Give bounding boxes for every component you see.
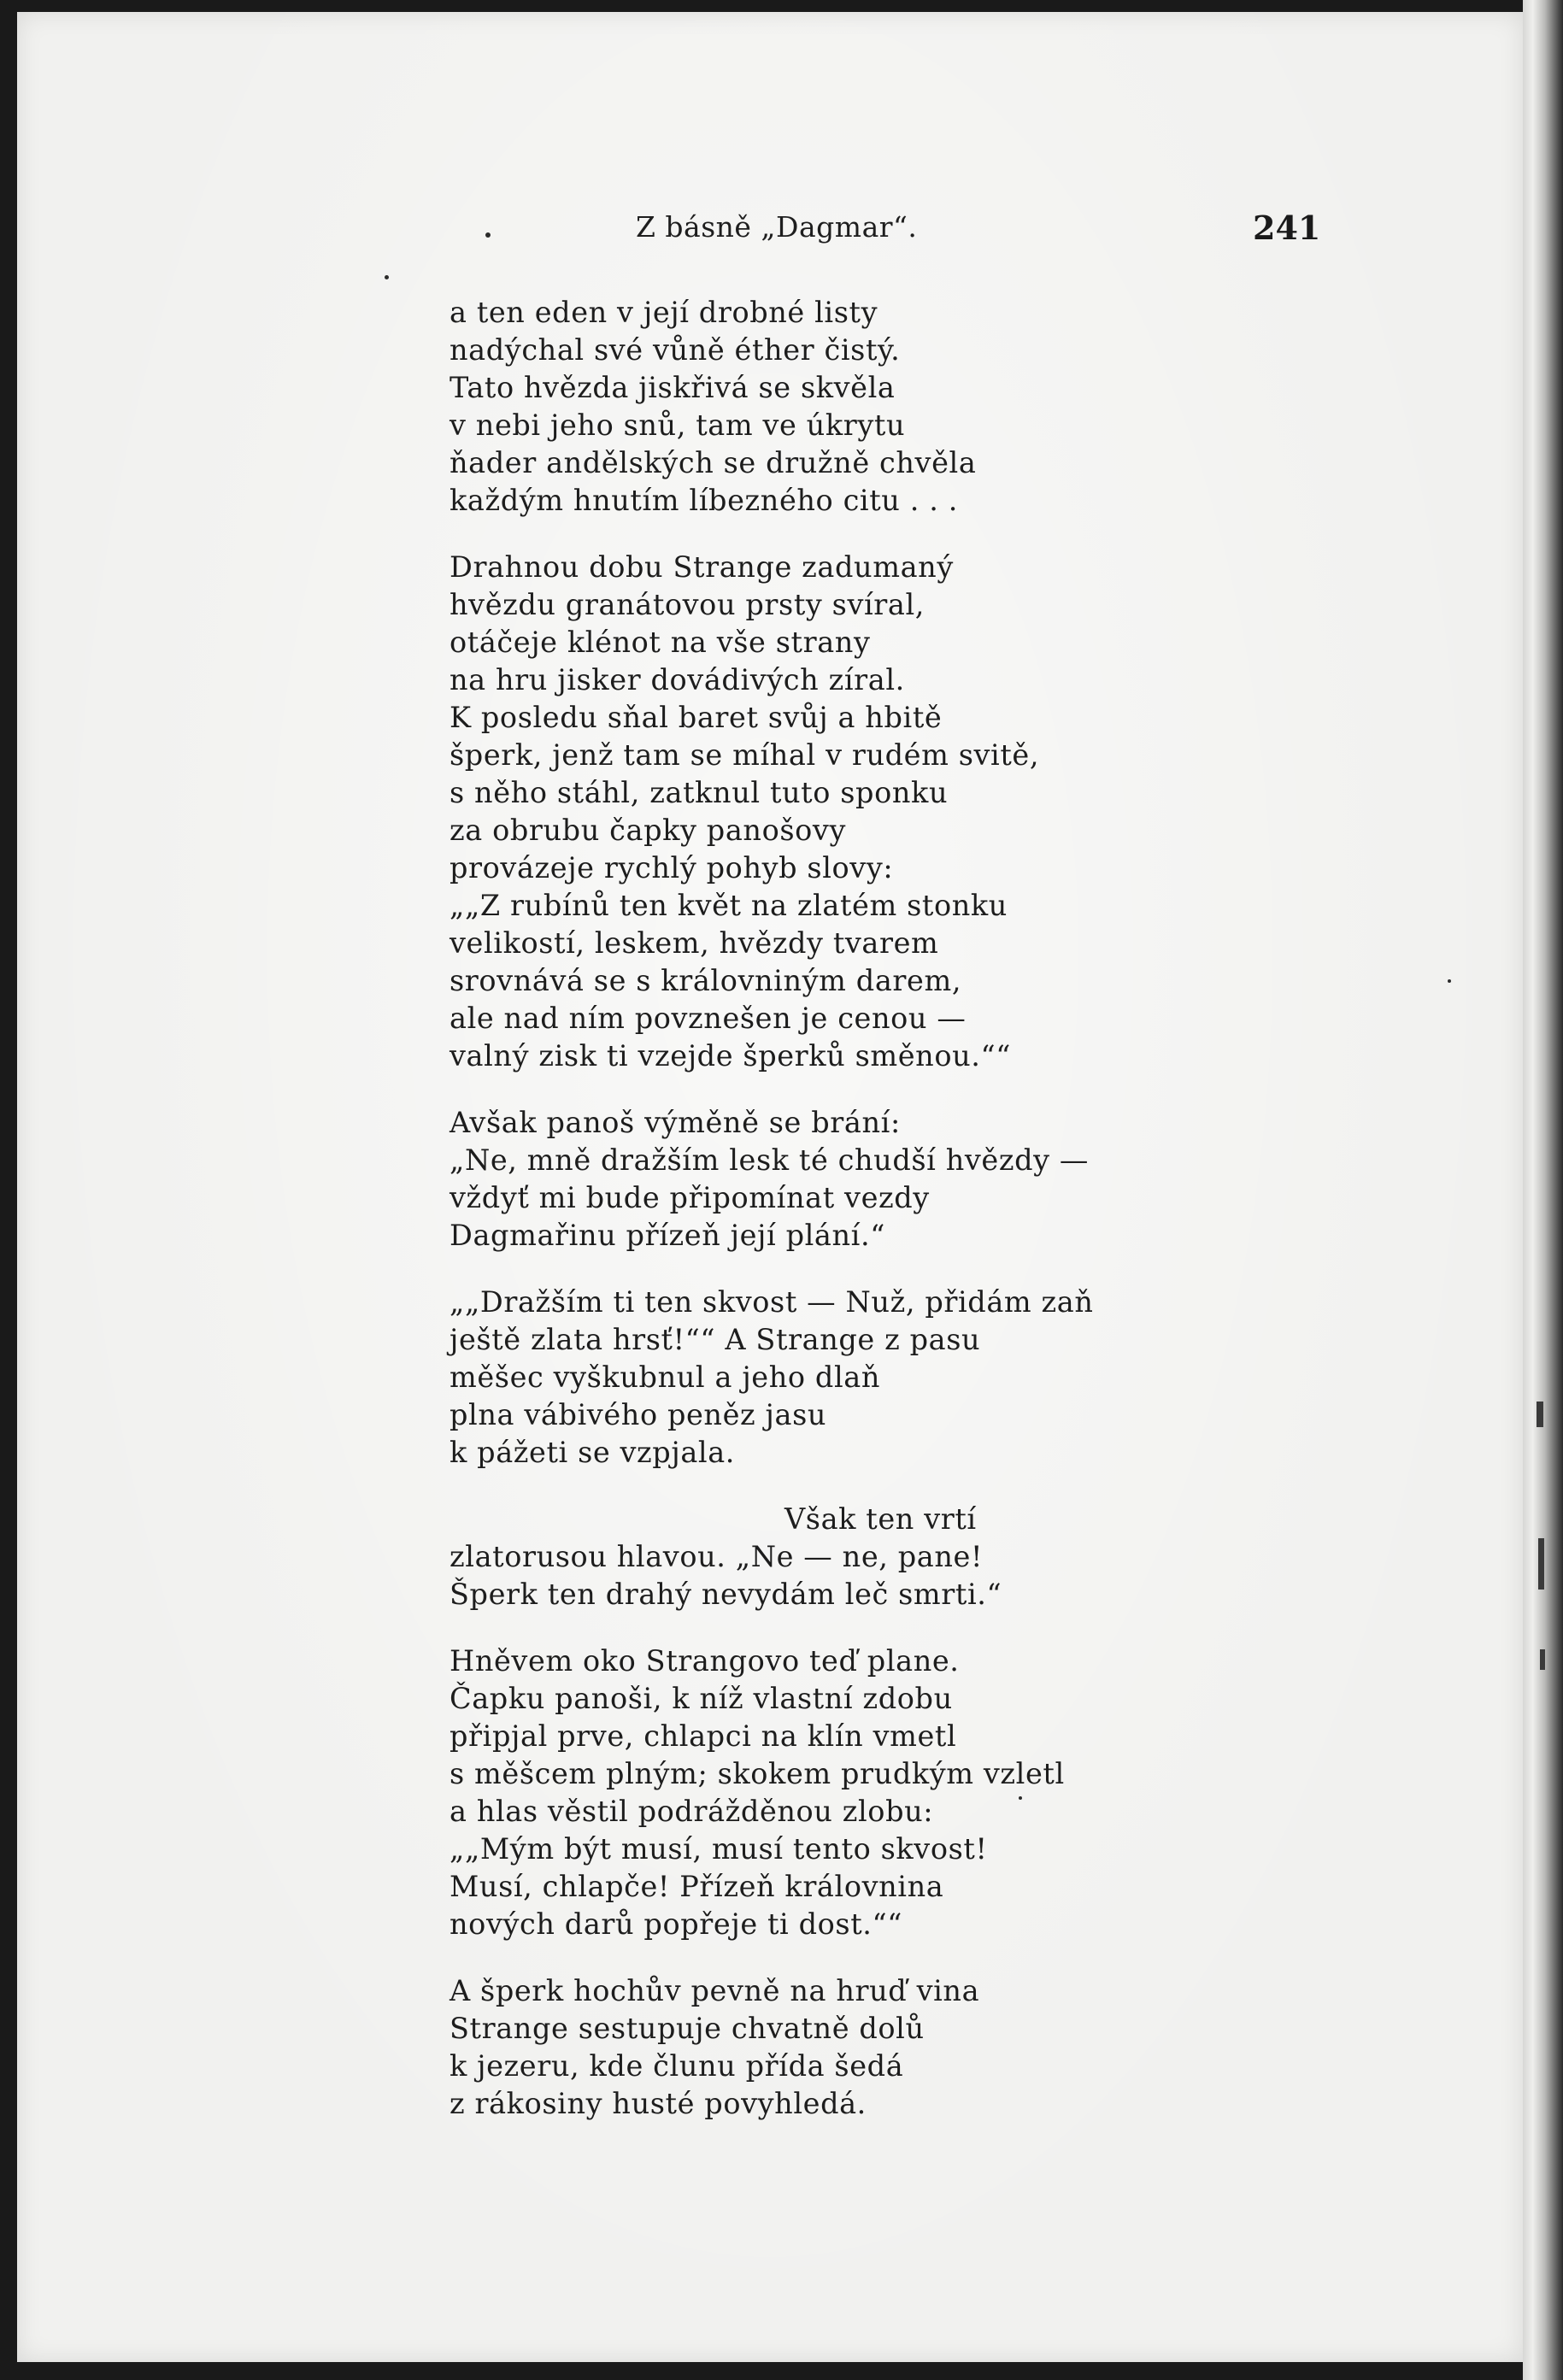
print-speck	[1448, 979, 1451, 983]
verse-line: ale nad ním povznešen je cenou —	[450, 1002, 967, 1035]
edge-mark	[1537, 1402, 1543, 1427]
verse-line: hvězdu granátovou prsty svíral,	[450, 588, 925, 621]
verse-line: srovnává se s královniným darem,	[450, 964, 962, 997]
page-header	[17, 210, 1523, 262]
stanza	[450, 1501, 1432, 1613]
verse-line: „Ne, mně dražším lesk té chudší hvězdy —	[450, 1143, 1090, 1177]
verse-line: plna vábivého peněz jasu	[450, 1398, 827, 1431]
running-title: Z básně „Dagmar“.	[636, 210, 918, 244]
verse-line: Drahnou dobu Strange zadumaný	[450, 550, 954, 584]
stanza	[450, 1104, 1432, 1255]
verse-line: k jezeru, kde člunu přída šedá	[450, 2049, 904, 2083]
verse-line: provázeje rychlý pohyb slovy:	[450, 851, 894, 884]
verse-line: Dagmařinu přízeň její plání.“	[450, 1219, 885, 1252]
verse-line: Avšak panoš výměně se brání:	[450, 1106, 901, 1139]
verse-line: vždyť mi bude připomínat vezdy	[450, 1181, 930, 1214]
verse-line: nadýchal své vůně éther čistý.	[450, 333, 901, 367]
poem-text	[450, 294, 1432, 2152]
stanza	[450, 1284, 1432, 1472]
verse-line: a hlas věstil podrážděnou zlobu:	[450, 1795, 934, 1828]
verse-line: každým hnutím líbezného citu . . .	[450, 484, 958, 517]
page-number: 241	[1253, 209, 1321, 247]
verse-line: „„Dražším ti ten skvost — Nuž, přidám zaň	[450, 1285, 1094, 1319]
verse-line: měšec vyškubnul a jeho dlaň	[450, 1360, 881, 1394]
verse-line: z rákosiny husté povyhledá.	[450, 2087, 867, 2120]
stanza	[450, 1972, 1432, 2123]
verse-line: zlatorusou hlavou. „Ne — ne, pane!	[450, 1540, 984, 1573]
stanza	[450, 294, 1432, 520]
verse-line: Však ten vrtí	[784, 1502, 977, 1536]
verse-line: s měšcem plným; skokem prudkým vzletl	[450, 1757, 1065, 1790]
verse-line: „„Mým být musí, musí tento skvost!	[450, 1832, 988, 1866]
verse-line: Šperk ten drahý nevydám leč smrti.“	[450, 1578, 1002, 1611]
print-speck	[1019, 1796, 1022, 1800]
verse-line: velikostí, leskem, hvězdy tvarem	[450, 926, 939, 960]
verse-line: „„Z rubínů ten květ na zlatém stonku	[450, 889, 1008, 922]
verse-line: a ten eden v její drobné listy	[450, 296, 878, 329]
verse-line: K posledu sňal baret svůj a hbitě	[450, 701, 943, 734]
verse-line: v nebi jeho snů, tam ve úkrytu	[450, 408, 906, 442]
verse-line: valný zisk ti vzejde šperků směnou.““	[450, 1039, 1011, 1072]
verse-line: za obrubu čapky panošovy	[450, 814, 846, 847]
verse-line: Strange sestupuje chvatně dolů	[450, 2012, 925, 2045]
verse-line: Čapku panoši, k níž vlastní zdobu	[450, 1682, 953, 1715]
verse-line: šperk, jenž tam se míhal v rudém svitě,	[450, 738, 1040, 772]
verse-line: A šperk hochův pevně na hruď vina	[450, 1974, 980, 2007]
print-speck	[485, 232, 491, 238]
verse-line: Hněvem oko Strangovo teď plane.	[450, 1644, 960, 1678]
verse-line: otáčeje klénot na vše strany	[450, 626, 871, 659]
verse-line: k pážeti se vzpjala.	[450, 1436, 736, 1469]
edge-mark	[1540, 1649, 1545, 1670]
verse-line: na hru jisker dovádivých zíral.	[450, 663, 905, 696]
verse-line: ještě zlata hrsť!““ A Strange z pasu	[450, 1323, 981, 1356]
verse-line: Musí, chlapče! Přízeň královnina	[450, 1870, 944, 1903]
page-edge-shadow	[1523, 0, 1563, 2380]
print-speck	[385, 275, 389, 279]
verse-line: ňader andělských se družně chvěla	[450, 446, 977, 479]
edge-mark	[1538, 1538, 1544, 1590]
stanza	[450, 1642, 1432, 1943]
verse-line: nových darů popřeje ti dost.““	[450, 1907, 902, 1941]
book-page	[17, 12, 1523, 2362]
verse-line: Tato hvězda jiskřivá se skvěla	[450, 371, 896, 404]
verse-line: s něho stáhl, zatknul tuto sponku	[450, 776, 949, 809]
stanza	[450, 549, 1432, 1075]
verse-line: připjal prve, chlapci na klín vmetl	[450, 1719, 957, 1753]
